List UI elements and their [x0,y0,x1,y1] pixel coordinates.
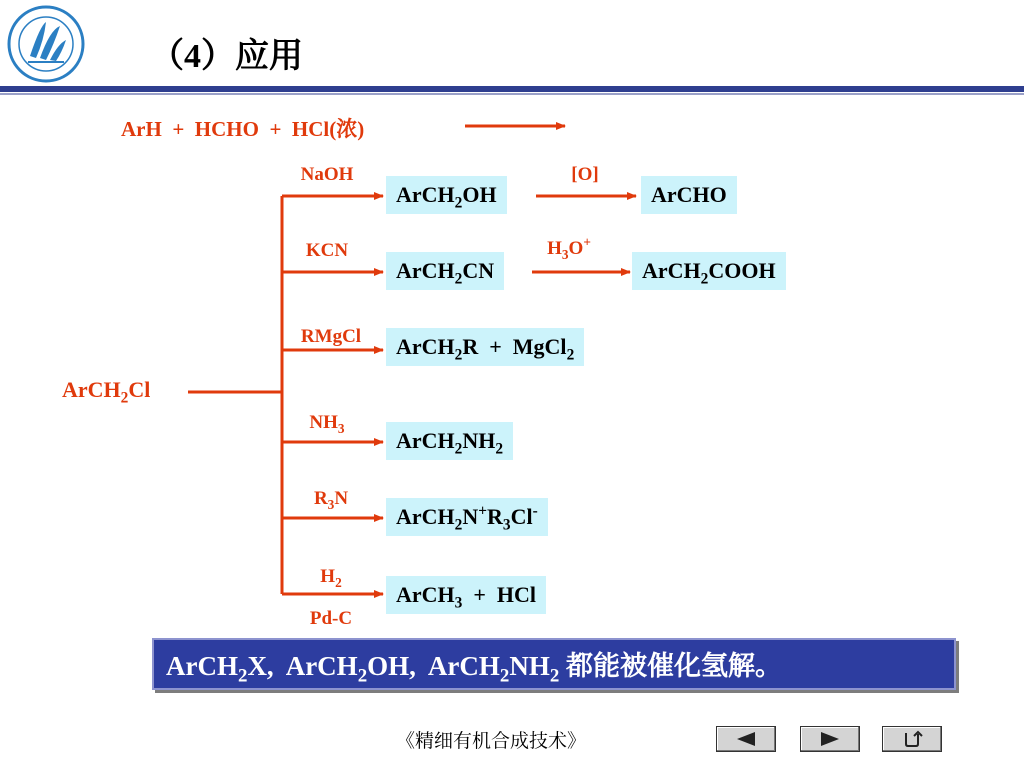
formula-text: O [568,238,584,259]
triangle-right-icon [819,731,841,747]
reagent-h3o-plus [524,234,614,262]
formula-subscript: 2 [454,516,463,534]
formula-subscript: 2 [454,346,463,364]
formula-text: R [313,488,328,509]
formula-subscript: 2 [495,440,504,458]
formula-text: NH [309,412,338,433]
formula-subscript: 3 [327,496,335,512]
formula-text: R [487,504,503,529]
formula-text: RMgCl [300,326,362,347]
formula-text: ArCH [396,182,455,207]
formula-text: H [547,238,562,259]
formula-subscript: 2 [335,574,342,590]
product-box [632,252,786,290]
return-arrow-icon [901,730,923,748]
formula-subscript: 2 [566,346,575,364]
reagent-h2 [286,566,376,588]
product-box [386,328,584,366]
formula-subscript: 3 [561,246,569,262]
formula-subscript: 2 [237,665,248,687]
return-button[interactable] [882,726,942,752]
formula-subscript: 3 [337,420,345,436]
product-box [386,498,548,536]
summary-banner [152,638,956,690]
formula-subscript: 3 [454,594,463,612]
reagent-rmgcl [286,326,376,348]
product-box [386,252,504,290]
formula-text: ArCH [166,651,238,681]
formula-text: + HCl [462,582,537,607]
page-title: （4）应用 [150,38,303,75]
formula-text: KCN [305,240,349,261]
formula-subscript: 2 [700,270,709,288]
reagent-pd-c: Pd-C [309,608,353,629]
formula-text: H [320,566,336,587]
formula-text: ArCH [396,504,455,529]
next-slide-button[interactable] [800,726,860,752]
product-box [641,176,737,214]
formula-subscript: 3 [502,516,511,534]
formula-subscript: 2 [549,665,560,687]
reagent-naoh: NaOH [300,164,354,185]
footer-book-title: 《精细有机合成技术》 [396,731,587,752]
formula-text: OH, ArCH [367,651,500,681]
formula-text: Cl [510,504,533,529]
reagent-kcn [282,240,372,262]
formula-text: OH [462,182,497,207]
formula-text: ArCH [396,428,455,453]
formula-subscript: 2 [357,665,368,687]
start-compound: ArCH$_2$Cl [62,377,151,407]
formula-supscript: - [532,502,538,520]
reagent-oxidation: [O] [571,164,599,185]
formula-text: ArCH [642,258,701,283]
formula-supscript: + [478,502,488,520]
formula-text: COOH [708,258,776,283]
product-box [386,176,507,214]
triangle-left-icon [735,731,757,747]
formula-text: ArCHO [651,182,727,207]
product-box [386,576,546,614]
formula-text: NH [509,651,550,681]
formula-subscript: 2 [454,270,463,288]
formula-supscript: + [583,234,591,250]
product-box [386,422,513,460]
formula-text: 都能被催化氢解。 [559,651,783,681]
formula-text: NH [462,428,496,453]
reagent-r3n [286,488,376,510]
formula-subscript: 2 [454,194,463,212]
formula-text: N [462,504,479,529]
reagent-nh3 [282,412,372,434]
formula-subscript: 2 [454,440,463,458]
formula-text: CN [462,258,495,283]
prev-slide-button[interactable] [716,726,776,752]
reaction-reactants: ArH + HCHO + HCl(浓) [121,117,365,141]
formula-text: ArCH [396,258,455,283]
formula-text: ArCH [396,582,455,607]
formula-text: ArCH [396,334,455,359]
formula-text: N [334,488,349,509]
formula-text: X, ArCH [247,651,358,681]
formula-subscript: 2 [499,665,510,687]
formula-text: R + MgCl [462,334,567,359]
